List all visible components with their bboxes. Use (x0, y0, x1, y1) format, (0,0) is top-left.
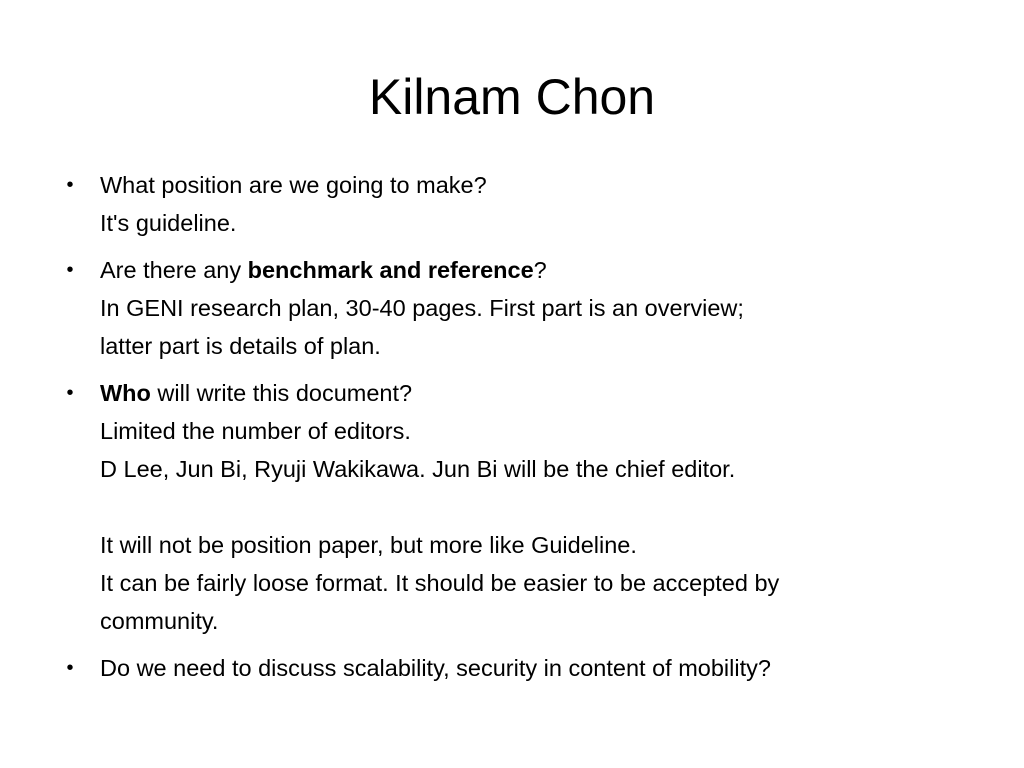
line-text: latter part is details of plan. (100, 333, 381, 359)
slide-title: Kilnam Chon (368, 69, 656, 125)
line-text: Are there any (100, 257, 248, 283)
line-text: will write this document? (150, 380, 413, 406)
line-text: ? (533, 257, 547, 283)
line-text: In GENI research plan, 30-40 pages. First part is an overview; (100, 295, 744, 321)
bullet-dot-icon: • (66, 174, 74, 196)
bullet-line (100, 204, 960, 242)
bullet-line (100, 166, 960, 204)
line-text: It's guideline. (100, 210, 237, 236)
bullet-line (100, 374, 960, 412)
line-text: Do we need to discuss scalability, security in content of mobility? (100, 655, 771, 681)
line-text: It will not be position paper, but more like Guideline. (100, 532, 637, 558)
bullet-line (100, 412, 960, 450)
line-text: community. (100, 608, 219, 634)
bullet-line (100, 649, 960, 687)
line-text: It can be fairly loose format. It should be easier to be accepted by (100, 570, 780, 596)
bullet-line (100, 602, 960, 640)
line-text: D Lee, Jun Bi, Ryuji Wakikawa. Jun Bi will be the chief editor. (100, 456, 736, 482)
bullet-item (60, 166, 960, 242)
bullet-dot-icon: • (66, 657, 74, 679)
line-text: Limited the number of editors. (100, 418, 411, 444)
bullet-line (100, 450, 960, 488)
line-text-bold: benchmark and reference (247, 257, 534, 283)
bullet-line (100, 289, 960, 327)
bullet-list (60, 166, 960, 696)
blank-line (100, 488, 960, 526)
bullet-item (60, 374, 960, 640)
bullet-item (60, 251, 960, 365)
line-text: What position are we going to make? (100, 172, 487, 198)
bullet-dot-icon: • (66, 382, 74, 404)
bullet-line (100, 327, 960, 365)
bullet-line (100, 564, 960, 602)
line-text-bold: Who (100, 380, 151, 406)
bullet-line (100, 526, 960, 564)
bullet-dot-icon: • (66, 259, 74, 281)
bullet-item (60, 649, 960, 687)
bullet-line (100, 251, 960, 289)
